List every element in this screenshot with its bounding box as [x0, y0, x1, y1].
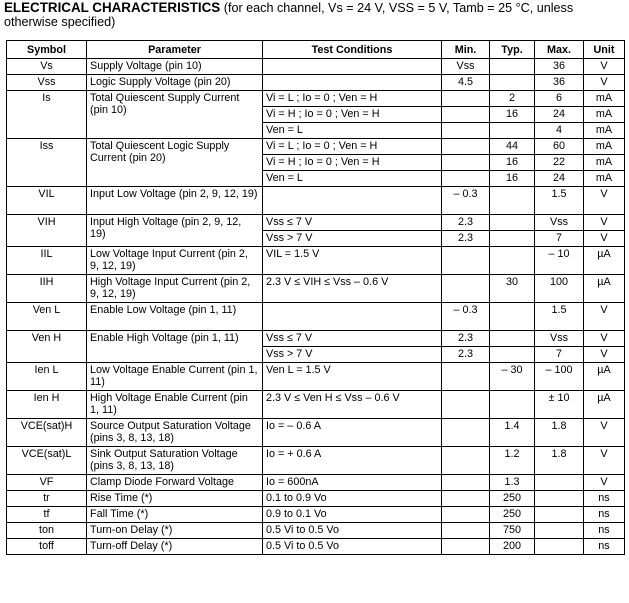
- symbol-cell: Ven L: [7, 303, 87, 331]
- typ-cell: [490, 247, 535, 275]
- parameter-cell: Total Quiescent Logic Supply Current (pin 20): [87, 139, 263, 187]
- condition-cell: Vi = H ; Io = 0 ; Ven = H: [263, 155, 442, 171]
- max-cell: 7: [535, 231, 584, 247]
- max-cell: 36: [535, 75, 584, 91]
- unit-cell: mA: [584, 123, 625, 139]
- parameter-cell: Low Voltage Enable Current (pin 1, 11): [87, 363, 263, 391]
- unit-cell: µA: [584, 363, 625, 391]
- parameter-cell: Fall Time (*): [87, 507, 263, 523]
- max-cell: 100: [535, 275, 584, 303]
- col-header: Max.: [535, 41, 584, 59]
- condition-cell: Ven = L: [263, 123, 442, 139]
- electrical-characteristics-table: [6, 40, 625, 555]
- max-cell: [535, 523, 584, 539]
- max-cell: Vss: [535, 215, 584, 231]
- typ-cell: 250: [490, 491, 535, 507]
- condition-cell: Vss > 7 V: [263, 347, 442, 363]
- max-cell: 36: [535, 59, 584, 75]
- unit-cell: V: [584, 75, 625, 91]
- min-cell: 2.3: [442, 331, 490, 347]
- unit-cell: mA: [584, 139, 625, 155]
- table-row: [7, 523, 625, 539]
- parameter-cell: Input High Voltage (pin 2, 9, 12, 19): [87, 215, 263, 247]
- parameter-cell: Enable High Voltage (pin 1, 11): [87, 331, 263, 363]
- typ-cell: [490, 215, 535, 231]
- parameter-cell: Total Quiescent Supply Current (pin 10): [87, 91, 263, 139]
- max-cell: 1.8: [535, 447, 584, 475]
- parameter-cell: High Voltage Enable Current (pin 1, 11): [87, 391, 263, 419]
- typ-cell: [490, 59, 535, 75]
- unit-cell: V: [584, 59, 625, 75]
- symbol-cell: IIH: [7, 275, 87, 303]
- min-cell: 2.3: [442, 231, 490, 247]
- min-cell: [442, 363, 490, 391]
- typ-cell: 30: [490, 275, 535, 303]
- parameter-cell: Input Low Voltage (pin 2, 9, 12, 19): [87, 187, 263, 215]
- unit-cell: µA: [584, 391, 625, 419]
- condition-cell: Vi = L ; Io = 0 ; Ven = H: [263, 91, 442, 107]
- table-row: [7, 247, 625, 275]
- symbol-cell: Ien H: [7, 391, 87, 419]
- max-cell: 1.5: [535, 187, 584, 215]
- max-cell: Vss: [535, 331, 584, 347]
- unit-cell: V: [584, 331, 625, 347]
- col-header: Symbol: [7, 41, 87, 59]
- typ-cell: [490, 391, 535, 419]
- typ-cell: 1.4: [490, 419, 535, 447]
- max-cell: [535, 475, 584, 491]
- condition-cell: Vi = L ; Io = 0 ; Ven = H: [263, 139, 442, 155]
- max-cell: 1.5: [535, 303, 584, 331]
- max-cell: 60: [535, 139, 584, 155]
- max-cell: 24: [535, 171, 584, 187]
- min-cell: [442, 91, 490, 107]
- table-row: [7, 475, 625, 491]
- min-cell: Vss: [442, 59, 490, 75]
- typ-cell: 2: [490, 91, 535, 107]
- min-cell: [442, 139, 490, 155]
- min-cell: [442, 523, 490, 539]
- condition-cell: Io = + 0.6 A: [263, 447, 442, 475]
- unit-cell: ns: [584, 507, 625, 523]
- min-cell: [442, 275, 490, 303]
- max-cell: – 10: [535, 247, 584, 275]
- typ-cell: [490, 187, 535, 215]
- min-cell: 2.3: [442, 347, 490, 363]
- max-cell: 7: [535, 347, 584, 363]
- max-cell: ± 10: [535, 391, 584, 419]
- parameter-cell: High Voltage Input Current (pin 2, 9, 12, 19): [87, 275, 263, 303]
- max-cell: 4: [535, 123, 584, 139]
- unit-cell: ns: [584, 523, 625, 539]
- max-cell: – 100: [535, 363, 584, 391]
- condition-cell: 2.3 V ≤ Ven H ≤ Vss – 0.6 V: [263, 391, 442, 419]
- symbol-cell: ton: [7, 523, 87, 539]
- max-cell: [535, 539, 584, 555]
- typ-cell: 1.3: [490, 475, 535, 491]
- unit-cell: V: [584, 187, 625, 215]
- typ-cell: 1.2: [490, 447, 535, 475]
- col-header: Unit: [584, 41, 625, 59]
- table-row: [7, 215, 625, 231]
- typ-cell: [490, 303, 535, 331]
- typ-cell: [490, 123, 535, 139]
- min-cell: [442, 107, 490, 123]
- symbol-cell: Vs: [7, 59, 87, 75]
- header-row: [7, 41, 625, 59]
- typ-cell: [490, 331, 535, 347]
- symbol-cell: VF: [7, 475, 87, 491]
- parameter-cell: Rise Time (*): [87, 491, 263, 507]
- table-row: [7, 363, 625, 391]
- unit-cell: mA: [584, 155, 625, 171]
- condition-cell: Ven = L: [263, 171, 442, 187]
- col-header: Typ.: [490, 41, 535, 59]
- condition-cell: Vi = H ; Io = 0 ; Ven = H: [263, 107, 442, 123]
- table-row: [7, 419, 625, 447]
- table-row: [7, 331, 625, 347]
- unit-cell: V: [584, 231, 625, 247]
- condition-cell: Vss ≤ 7 V: [263, 331, 442, 347]
- min-cell: [442, 155, 490, 171]
- min-cell: [442, 171, 490, 187]
- min-cell: 4.5: [442, 75, 490, 91]
- min-cell: [442, 123, 490, 139]
- condition-cell: 2.3 V ≤ VIH ≤ Vss – 0.6 V: [263, 275, 442, 303]
- typ-cell: – 30: [490, 363, 535, 391]
- min-cell: – 0.3: [442, 303, 490, 331]
- unit-cell: ns: [584, 491, 625, 507]
- condition-cell: 0.5 Vi to 0.5 Vo: [263, 523, 442, 539]
- min-cell: – 0.3: [442, 187, 490, 215]
- condition-cell: Vss > 7 V: [263, 231, 442, 247]
- unit-cell: V: [584, 303, 625, 331]
- max-cell: 1.8: [535, 419, 584, 447]
- symbol-cell: IIL: [7, 247, 87, 275]
- typ-cell: [490, 75, 535, 91]
- unit-cell: µA: [584, 275, 625, 303]
- symbol-cell: Vss: [7, 75, 87, 91]
- table-row: [7, 447, 625, 475]
- unit-cell: V: [584, 347, 625, 363]
- condition-cell: 0.9 to 0.1 Vo: [263, 507, 442, 523]
- min-cell: 2.3: [442, 215, 490, 231]
- typ-cell: 16: [490, 107, 535, 123]
- condition-cell: Vss ≤ 7 V: [263, 215, 442, 231]
- typ-cell: [490, 347, 535, 363]
- typ-cell: 750: [490, 523, 535, 539]
- table-row: [7, 139, 625, 155]
- symbol-cell: Iss: [7, 139, 87, 187]
- parameter-cell: Turn-off Delay (*): [87, 539, 263, 555]
- symbol-cell: Ien L: [7, 363, 87, 391]
- unit-cell: mA: [584, 171, 625, 187]
- table-row: [7, 275, 625, 303]
- unit-cell: V: [584, 447, 625, 475]
- symbol-cell: Ven H: [7, 331, 87, 363]
- min-cell: [442, 391, 490, 419]
- unit-cell: µA: [584, 247, 625, 275]
- parameter-cell: Supply Voltage (pin 10): [87, 59, 263, 75]
- min-cell: [442, 491, 490, 507]
- condition-cell: Io = 600nA: [263, 475, 442, 491]
- table-heading: [4, 1, 626, 29]
- min-cell: [442, 475, 490, 491]
- max-cell: 6: [535, 91, 584, 107]
- condition-cell: [263, 187, 442, 215]
- min-cell: [442, 539, 490, 555]
- min-cell: [442, 419, 490, 447]
- table-row: [7, 303, 625, 331]
- symbol-cell: tf: [7, 507, 87, 523]
- table-row: [7, 187, 625, 215]
- parameter-cell: Low Voltage Input Current (pin 2, 9, 12, 19): [87, 247, 263, 275]
- condition-cell: Io = – 0.6 A: [263, 419, 442, 447]
- typ-cell: 200: [490, 539, 535, 555]
- symbol-cell: Is: [7, 91, 87, 139]
- unit-cell: V: [584, 475, 625, 491]
- condition-cell: 0.5 Vi to 0.5 Vo: [263, 539, 442, 555]
- typ-cell: 250: [490, 507, 535, 523]
- table-row: [7, 91, 625, 107]
- min-cell: [442, 247, 490, 275]
- symbol-cell: toff: [7, 539, 87, 555]
- unit-cell: ns: [584, 539, 625, 555]
- table-row: [7, 391, 625, 419]
- condition-cell: [263, 75, 442, 91]
- unit-cell: V: [584, 215, 625, 231]
- unit-cell: mA: [584, 107, 625, 123]
- unit-cell: mA: [584, 91, 625, 107]
- symbol-cell: tr: [7, 491, 87, 507]
- typ-cell: 16: [490, 171, 535, 187]
- symbol-cell: VIH: [7, 215, 87, 247]
- heading-conditions: (for each channel, Vs = 24 V, VSS = 5 V, Tamb = 25 °C, unless otherwise specified): [4, 1, 574, 29]
- symbol-cell: VCE(sat)L: [7, 447, 87, 475]
- parameter-cell: Logic Supply Voltage (pin 20): [87, 75, 263, 91]
- max-cell: [535, 491, 584, 507]
- typ-cell: 16: [490, 155, 535, 171]
- col-header: Test Conditions: [263, 41, 442, 59]
- max-cell: 24: [535, 107, 584, 123]
- max-cell: [535, 507, 584, 523]
- typ-cell: 44: [490, 139, 535, 155]
- symbol-cell: VIL: [7, 187, 87, 215]
- condition-cell: VIL = 1.5 V: [263, 247, 442, 275]
- heading-title: ELECTRICAL CHARACTERISTICS: [4, 0, 221, 15]
- col-header: Min.: [442, 41, 490, 59]
- min-cell: [442, 507, 490, 523]
- table-row: [7, 491, 625, 507]
- condition-cell: 0.1 to 0.9 Vo: [263, 491, 442, 507]
- max-cell: 22: [535, 155, 584, 171]
- parameter-cell: Turn-on Delay (*): [87, 523, 263, 539]
- parameter-cell: Clamp Diode Forward Voltage: [87, 475, 263, 491]
- col-header: Parameter: [87, 41, 263, 59]
- table-row: [7, 507, 625, 523]
- parameter-cell: Enable Low Voltage (pin 1, 11): [87, 303, 263, 331]
- table-row: [7, 539, 625, 555]
- unit-cell: V: [584, 419, 625, 447]
- parameter-cell: Source Output Saturation Voltage (pins 3, 8, 13, 18): [87, 419, 263, 447]
- table-row: [7, 75, 625, 91]
- typ-cell: [490, 231, 535, 247]
- condition-cell: [263, 303, 442, 331]
- condition-cell: [263, 59, 442, 75]
- parameter-cell: Sink Output Saturation Voltage (pins 3, 8, 13, 18): [87, 447, 263, 475]
- condition-cell: Ven L = 1.5 V: [263, 363, 442, 391]
- symbol-cell: VCE(sat)H: [7, 419, 87, 447]
- min-cell: [442, 447, 490, 475]
- table-row: [7, 59, 625, 75]
